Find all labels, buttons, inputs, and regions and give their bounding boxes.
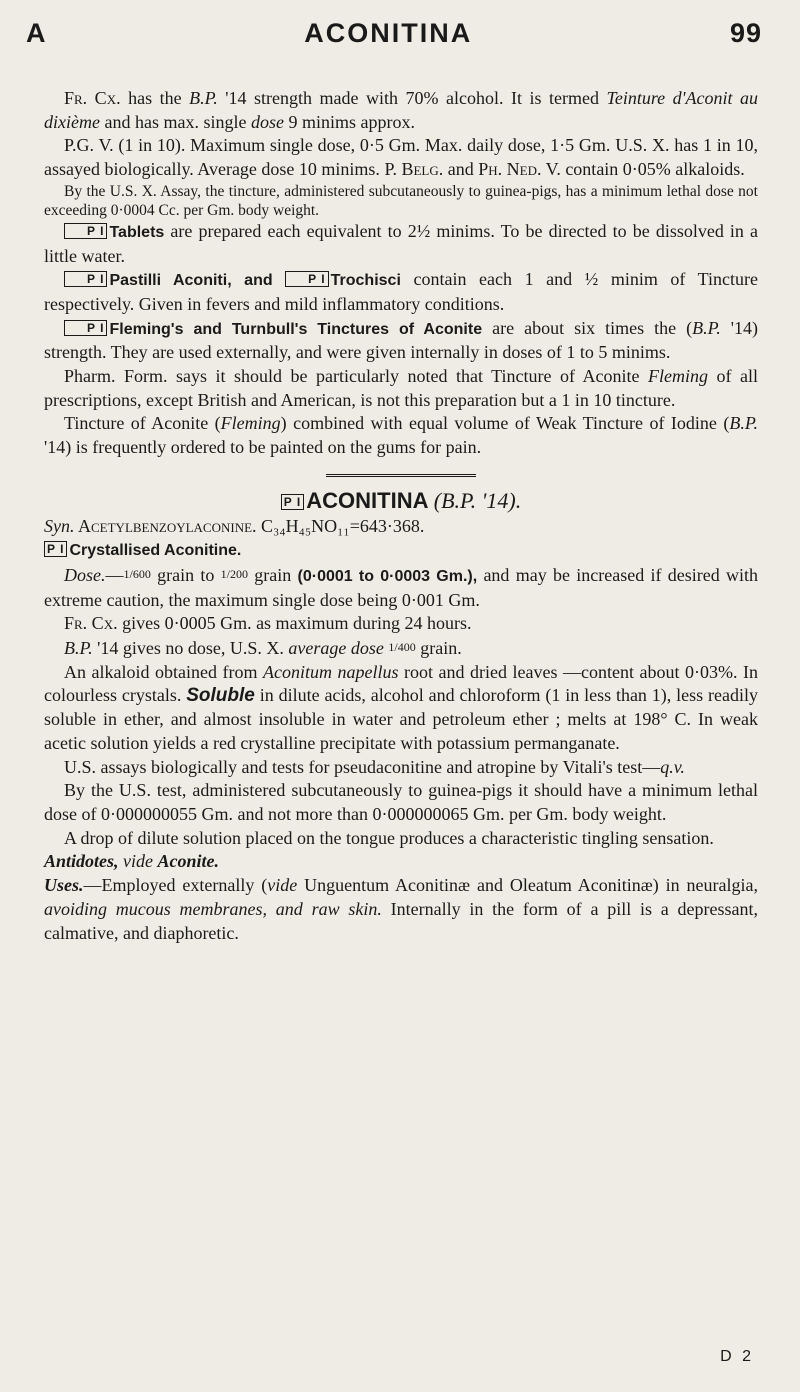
foreign-term: Teinture d'Aconit au dixième bbox=[44, 88, 759, 132]
paragraph-iodine bbox=[44, 412, 758, 459]
text: '14) is frequently ordered to be painted on the gums for pain. bbox=[44, 437, 482, 458]
text: minim of Tincture respectively. Given in fevers and mild inflammatory conditions. bbox=[44, 269, 759, 314]
metric-dose: (0·0001 to 0·0003 Gm.), bbox=[297, 567, 478, 585]
paragraph-pastilli bbox=[44, 268, 758, 316]
abbrev: Fr. Cx. bbox=[64, 88, 121, 108]
preparation-name: Tablets bbox=[109, 223, 165, 241]
paragraph-us-test: By the U.S. test, administered subcutaneously to guinea-pigs it should have a minimum lethal dose of 0·000000055 Gm. and not more than 0·000000065 Gm. per Gm. body weight. bbox=[44, 780, 758, 824]
emphasis: dose bbox=[250, 111, 284, 132]
text: and may be increased if desired with extreme caution, the maximum single dose being 0·001 Gm. bbox=[44, 564, 758, 610]
abbrev: Fr. Cx. bbox=[64, 613, 118, 634]
emphasis: avoiding mucous membranes, and raw skin. bbox=[44, 898, 382, 919]
cross-reference: Aconite. bbox=[157, 851, 219, 872]
text: ) combined with equal volume of Weak Tincture of Iodine ( bbox=[280, 413, 730, 434]
preparation-name: Fleming's and Turnbull's Tinctures of Aconite bbox=[109, 320, 483, 338]
text: Tincture of Aconite ( bbox=[64, 413, 221, 434]
monograph-name: ACONITINA bbox=[306, 487, 428, 513]
text: and bbox=[443, 159, 479, 180]
monograph-heading bbox=[44, 489, 758, 513]
paragraph-alkaloid bbox=[44, 661, 758, 756]
abbrev: P. Belg. bbox=[384, 159, 444, 180]
header-letter: A bbox=[26, 18, 47, 48]
paragraph-antidotes bbox=[44, 850, 758, 874]
text: grain. bbox=[415, 638, 462, 659]
paragraph-synonym bbox=[44, 515, 758, 539]
paragraph-tablets bbox=[44, 220, 758, 268]
official-symbol: P I bbox=[285, 271, 328, 287]
paragraph-crystallised bbox=[44, 538, 758, 563]
text: of all prescriptions, except British and American, is not this preparation but a 1 in 10 tincture. bbox=[44, 366, 758, 410]
paragraph-fr-cx-dose bbox=[44, 612, 758, 636]
section-label: Uses. bbox=[44, 875, 84, 896]
paragraph-assay-note: By the U.S. X. Assay, the tincture, administered subcutaneously to guinea-pigs, has a minimum lethal dose not exceeding 0·0004 Cc. per Gm. body weight. bbox=[44, 182, 758, 219]
text: '14 gives no dose, U.S. X. bbox=[92, 638, 289, 659]
page-body bbox=[44, 87, 758, 945]
text: root and dried leaves —content about 0·03%. In colourless crystals. bbox=[44, 661, 758, 706]
label: Syn. bbox=[44, 515, 75, 536]
preparation-name: Crystallised Aconitine. bbox=[69, 542, 242, 560]
text: Pharm. Form. says it should be particularly noted that Tincture of Aconite bbox=[64, 366, 648, 387]
paragraph-bp-dose bbox=[44, 636, 758, 661]
page-number: 99 bbox=[729, 18, 762, 48]
text: are about six times the ( bbox=[482, 317, 693, 338]
paragraph-pg bbox=[44, 134, 758, 181]
abbrev: B.P. bbox=[692, 317, 721, 338]
preparation-name: Trochisci bbox=[330, 272, 401, 290]
section-label: Antidotes, bbox=[44, 851, 119, 872]
abbrev: Ph. Ned. bbox=[478, 159, 542, 180]
abbrev: B.P. bbox=[189, 88, 218, 108]
text: '14 strength made with 70% alcohol. It is termed bbox=[217, 88, 607, 108]
fraction: 1/600 bbox=[123, 566, 151, 581]
text: vide bbox=[118, 851, 158, 872]
paragraph-us-assay bbox=[44, 756, 758, 780]
text: —Employed externally ( bbox=[83, 875, 268, 896]
cross-reference: q.v. bbox=[660, 756, 685, 777]
text: minims. To be directed to be dissolved in a little water. bbox=[44, 220, 759, 266]
paragraph-pharm-form bbox=[44, 365, 758, 412]
official-symbol: P I bbox=[281, 494, 304, 510]
paragraph-dose bbox=[44, 563, 758, 612]
abbrev: B.P. bbox=[729, 413, 758, 434]
running-header bbox=[26, 18, 762, 49]
latin-name: Aconitum napellus bbox=[263, 661, 399, 682]
text: — bbox=[105, 564, 124, 585]
text: and has max. single bbox=[99, 111, 251, 132]
text: contain each 1 and bbox=[400, 269, 585, 290]
section-divider bbox=[326, 474, 476, 477]
emphasis: average dose bbox=[288, 638, 384, 659]
text: and bbox=[231, 272, 286, 290]
text: '14) strength. They are used externally, and were given internally in doses of 1 to 5 minims. bbox=[44, 317, 758, 363]
signature-mark: D 2 bbox=[720, 1348, 754, 1365]
fraction: ½ bbox=[584, 269, 599, 290]
text: grain to bbox=[150, 564, 221, 585]
preparation-name: Pastilli Aconiti, bbox=[109, 272, 232, 290]
abbrev: B.P. bbox=[64, 638, 93, 659]
official-symbol: P I bbox=[44, 541, 67, 557]
official-symbol: P I bbox=[64, 271, 107, 287]
text: 9 minims approx. bbox=[283, 111, 415, 132]
official-symbol: P I bbox=[64, 223, 107, 239]
emphasis: Fleming bbox=[647, 366, 708, 387]
text: are prepared each equivalent to 2 bbox=[164, 220, 417, 241]
text: Unguentum Aconitinæ and Oleatum Aconitinæ) in neuralgia, bbox=[297, 875, 758, 896]
text: in dilute acids, alcohol and chloroform (1 in less than 1), less readily soluble in ether, and almost insoluble in water and petroleum ether ; melts at 198° C. In weak acetic solution yields a red crystalline precipitate with potassium permanganate. bbox=[44, 685, 759, 753]
fraction: 1/400 bbox=[388, 640, 416, 655]
fraction: ½ bbox=[416, 220, 431, 241]
emphasis: Fleming bbox=[220, 413, 281, 434]
emphasis: Soluble bbox=[186, 685, 255, 707]
synonym-formula: Acetylbenzoylaconine. C₃₄H₄₅NO₁₁=643·368. bbox=[74, 515, 425, 536]
paragraph-fr-cx bbox=[44, 87, 758, 134]
paragraph-tongue-test: A drop of dilute solution placed on the tongue produces a characteristic tingling sensation. bbox=[64, 827, 714, 848]
paragraph-fleming bbox=[44, 317, 758, 365]
text: grain bbox=[248, 564, 298, 585]
header-title: ACONITINA bbox=[304, 18, 473, 48]
monograph-source: (B.P. '14). bbox=[433, 487, 522, 513]
text: Internally in the form of a pill is a depressant, calmative, and diaphoretic. bbox=[44, 898, 759, 943]
label: Dose. bbox=[64, 564, 106, 585]
text: gives 0·0005 Gm. as maximum during 24 hours. bbox=[117, 613, 472, 634]
text: P.G. V. (1 in 10). Maximum single dose, 0·5 Gm. Max. daily dose, 1·5 Gm. U.S. X. has 1 in 10, assayed biologically. Average dose 10 minims. bbox=[44, 135, 758, 180]
text: U.S. assays biologically and tests for pseudaconitine and atropine by Vitali's test— bbox=[64, 756, 661, 777]
paragraph-uses bbox=[44, 874, 758, 945]
fraction: 1/200 bbox=[220, 566, 248, 581]
emphasis: vide bbox=[267, 875, 298, 896]
text: V. contain 0·05% alkaloids. bbox=[541, 159, 745, 180]
text: An alkaloid obtained from bbox=[64, 661, 263, 682]
text: has the bbox=[120, 88, 190, 108]
official-symbol: P I bbox=[64, 320, 107, 336]
